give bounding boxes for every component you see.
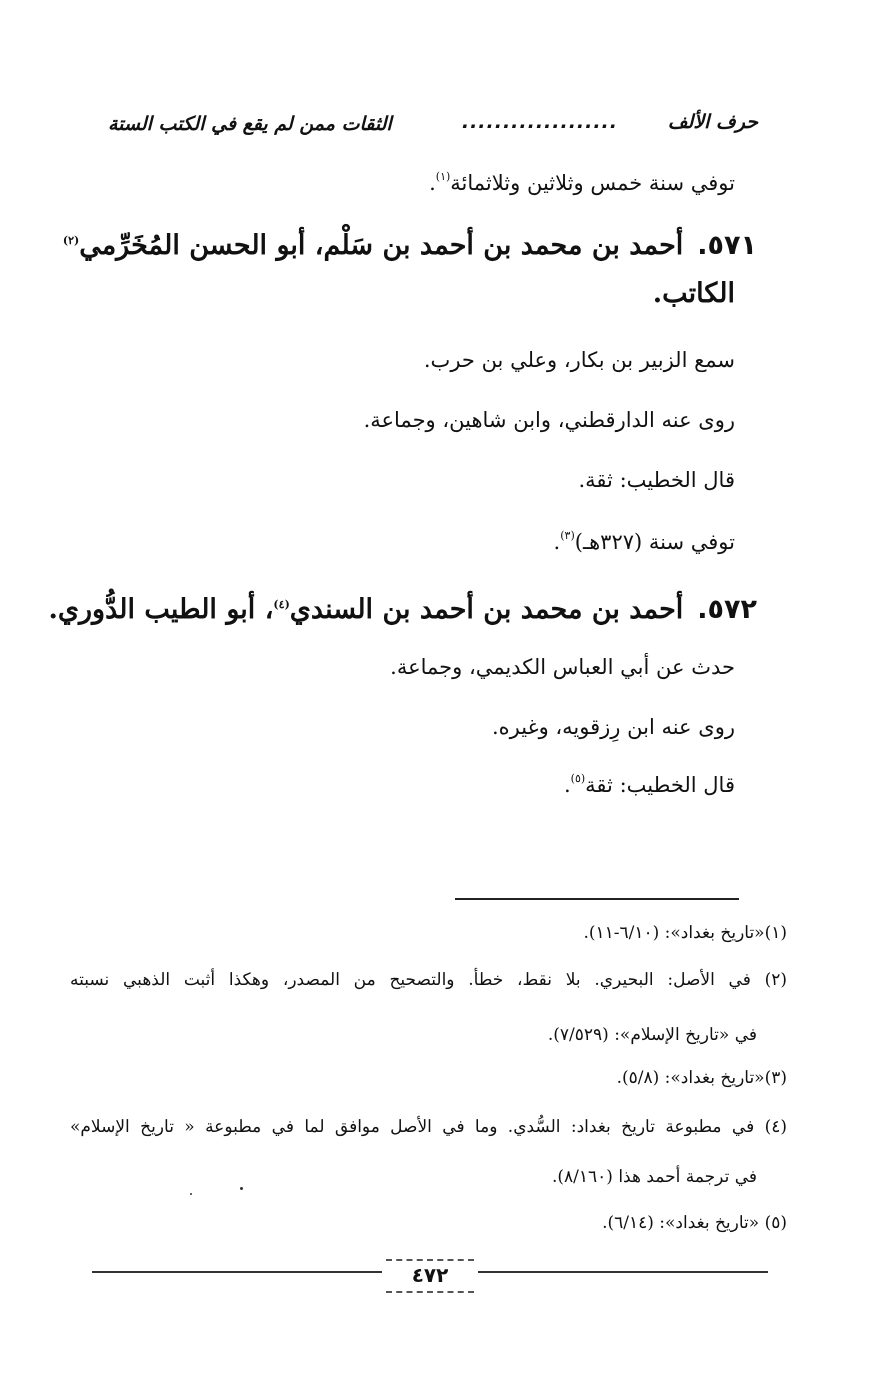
footnote-5: (٥) «تاريخ بغداد»: (٦/١٤). [602,1213,787,1233]
entry-572-heading [48,590,757,630]
body-line-death-note [554,527,735,557]
scan-speck [240,1187,243,1190]
scan-speck [190,1193,192,1195]
page-number-rule-right [478,1271,768,1273]
running-header [108,103,758,139]
footnote-marker: (٥) [570,772,586,785]
header-chapter-title: حرف الألف [667,111,758,133]
body-line-text: توفي سنة خمس وثلاثين وثلاثمائة [450,171,735,195]
entry-name: أحمد بن محمد بن أحمد بن السندي [289,594,684,625]
body-line-death-note [429,168,735,198]
footnote-marker: (٢) [62,234,80,247]
header-book-title: الثقات ممن لم يقع في الكتب الستة [108,113,392,135]
body-line: حدث عن أبي العباس الكديمي، وجماعة. [390,655,735,679]
body-line: روى عنه ابن رِزقويه، وغيره. [492,715,735,739]
entry-571-heading [63,226,757,266]
footnote-marker: (١) [435,170,451,183]
footnote-separator [455,898,739,900]
entry-number: ٥٧٢. [697,594,757,625]
page-number: ٤٧٢ [386,1259,474,1293]
entry-number: ٥٧١. [697,230,757,261]
entry-name: أحمد بن محمد بن أحمد بن سَلْم، أبو الحسن المُخَرِّمي [79,230,684,261]
header-leader-dots: ................... [461,111,618,133]
body-line [564,770,735,800]
body-line: قال الخطيب: ثقة. [578,468,735,492]
body-line: روى عنه الدارقطني، وابن شاهين، وجماعة. [363,408,735,432]
entry-name-tail: ، أبو الطيب الدُّوري. [48,594,274,625]
line-end-punct: . [429,171,436,195]
entry-name-cont: الكاتب. [652,278,735,309]
footnote-4-cont: في ترجمة أحمد هذا (٨/١٦٠). [551,1167,757,1187]
page-number-rule-left [92,1271,382,1273]
footnote-marker: (٣) [560,529,575,542]
footnote-3: (٣)«تاريخ بغداد»: (٥/٨). [616,1068,787,1088]
footnote-marker: (٤) [273,598,290,611]
body-line-text: قال الخطيب: ثقة [585,773,735,797]
line-end-punct: . [563,773,571,797]
body-line: سمع الزبير بن بكار، وعلي بن حرب. [423,348,735,372]
footnote-4: (٤) في مطبوعة تاريخ بغداد: السُّدي. وما في الأصل موافق لما في مطبوعة « تاريخ الإسلام» [70,1117,787,1137]
footnote-2-cont: في «تاريخ الإسلام»: (٧/٥٢٩). [547,1025,757,1045]
footnote-1: (١)«تاريخ بغداد»: (٦/١٠-١١). [583,923,787,943]
entry-571-heading-cont [653,274,735,314]
body-line-text: توفي سنة (٣٢٧هـ) [574,530,735,554]
footnote-2: (٢) في الأصل: البحيري. بلا نقط، خطأ. والتصحيح من المصدر، وهكذا أثبت الذهبي نسبته [70,970,787,990]
line-end-punct: . [553,530,561,554]
